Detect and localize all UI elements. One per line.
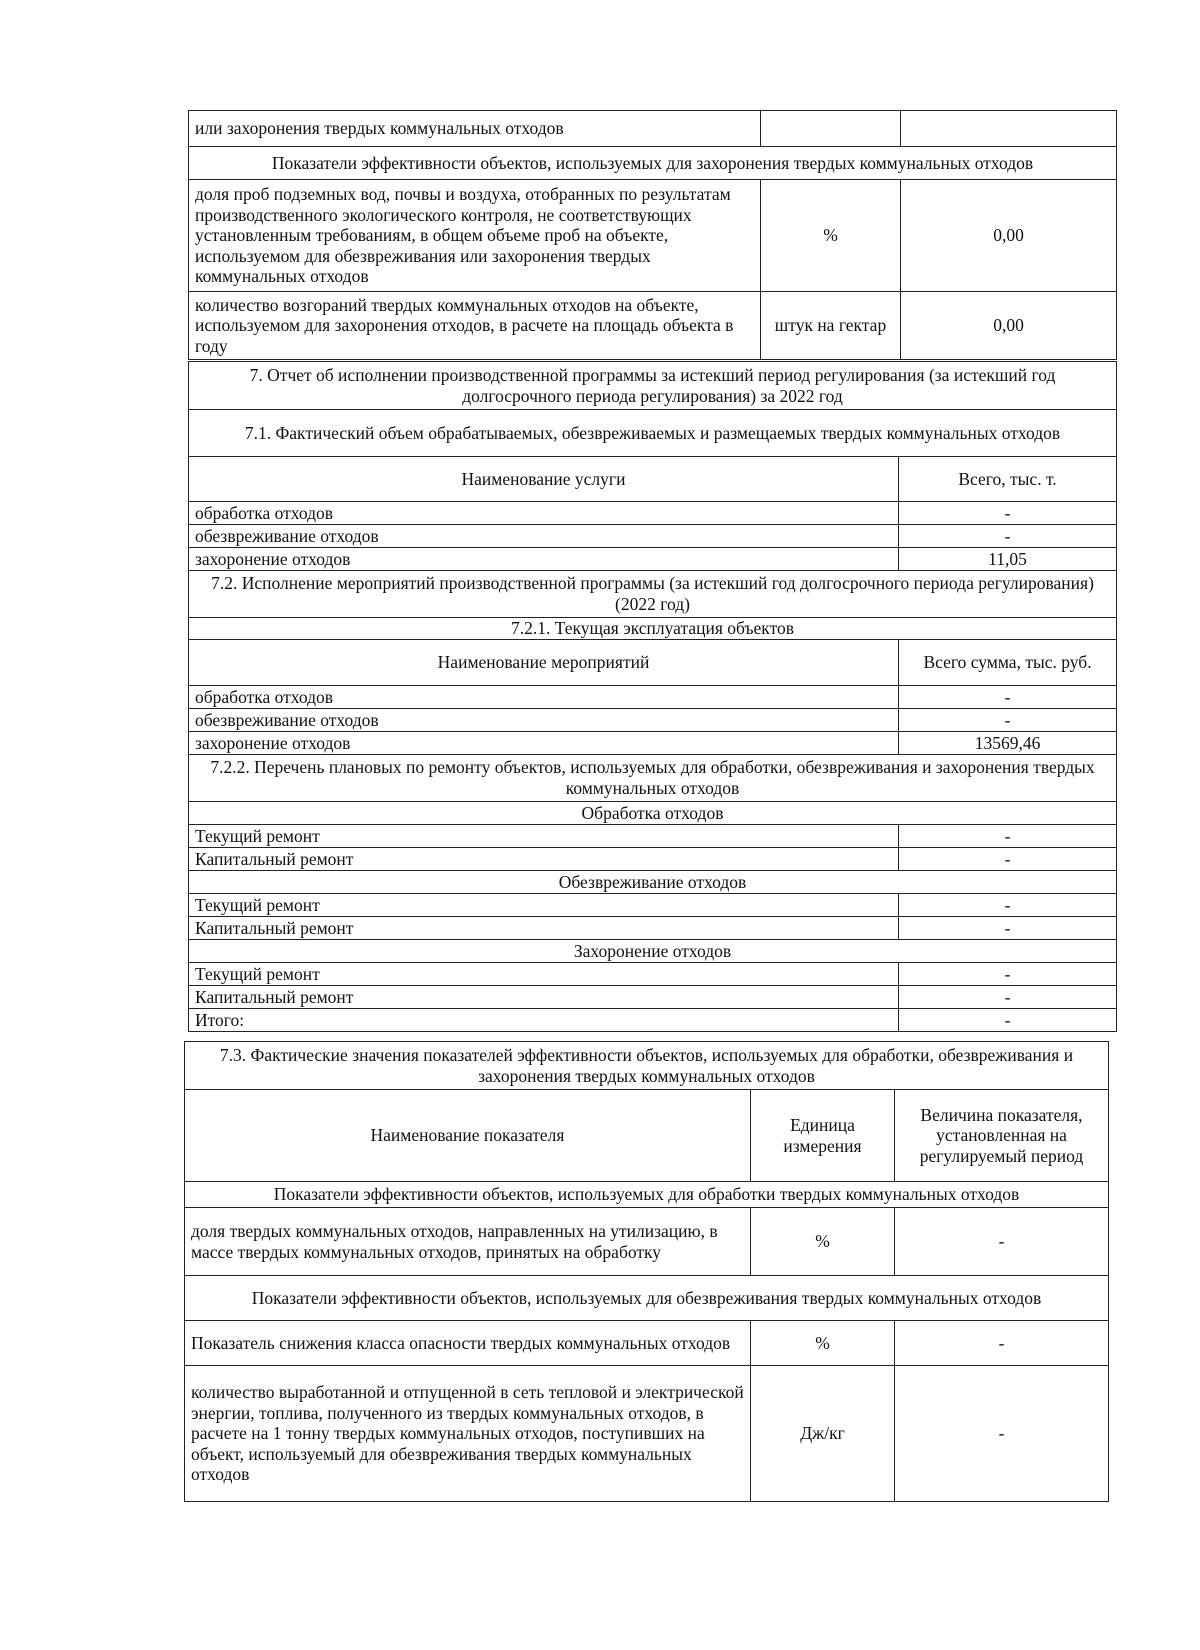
burial-section-header: Показатели эффективности объектов, используемых для захоронения твердых коммунальных отходов bbox=[189, 147, 1117, 180]
section-7-report-table bbox=[188, 361, 1117, 1032]
burial-indicators-table bbox=[188, 110, 1117, 360]
indicator-unit: % bbox=[761, 180, 901, 292]
neutralization-section-header: Показатели эффективности объектов, используемых для обезвреживания твердых коммунальных отходов bbox=[185, 1276, 1109, 1321]
section-7-3-title: 7.3. Фактические значения показателей эффективности объектов, используемых для обработки, обезвреживания и захоронения твердых коммунальных отходов bbox=[185, 1042, 1109, 1090]
repair-type: Текущий ремонт bbox=[189, 894, 899, 917]
indicator-unit: Дж/кг bbox=[751, 1366, 895, 1502]
activity-sum: 13569,46 bbox=[899, 732, 1117, 755]
total-label: Итого: bbox=[189, 1009, 899, 1032]
continued-row-text: или захоронения твердых коммунальных отходов bbox=[189, 111, 761, 147]
indicator-name: количество возгораний твердых коммунальных отходов на объекте, используемом для захоронения отходов, в расчете на площадь объекта в году bbox=[189, 292, 761, 360]
unit-header: Единица измерения bbox=[751, 1090, 895, 1182]
processing-section-header: Показатели эффективности объектов, используемых для обработки твердых коммунальных отходов bbox=[185, 1182, 1109, 1208]
repair-type: Капитальный ремонт bbox=[189, 986, 899, 1009]
indicator-value: - bbox=[895, 1366, 1109, 1502]
service-volume: 11,05 bbox=[899, 548, 1117, 571]
indicator-name-header: Наименование показателя bbox=[185, 1090, 751, 1182]
indicator-unit: штук на гектар bbox=[761, 292, 901, 360]
indicator-value: - bbox=[895, 1321, 1109, 1366]
activity-sum: - bbox=[899, 686, 1117, 709]
repair-value: - bbox=[899, 894, 1117, 917]
indicator-name: доля проб подземных вод, почвы и воздуха, отобранных по результатам производственного экологического контроля, не соответствующих установленным требованиям, в общем объеме проб на объекте, используемом для обезвреживания или захоронения твердых коммунальных отходов bbox=[189, 180, 761, 292]
service-name: захоронение отходов bbox=[189, 548, 899, 571]
group-title: Обезвреживание отходов bbox=[189, 871, 1117, 894]
activity-name: захоронение отходов bbox=[189, 732, 899, 755]
section-7-2-1-title: 7.2.1. Текущая эксплуатация объектов bbox=[189, 618, 1117, 640]
repair-type: Текущий ремонт bbox=[189, 825, 899, 848]
service-volume: - bbox=[899, 502, 1117, 525]
service-name-header: Наименование услуги bbox=[189, 457, 899, 502]
activity-name-header: Наименование мероприятий bbox=[189, 640, 899, 686]
section-7-1-title: 7.1. Фактический объем обрабатываемых, обезвреживаемых и размещаемых твердых коммунальных отходов bbox=[189, 410, 1117, 457]
continued-row-unit-cell bbox=[761, 111, 901, 147]
indicator-value: 0,00 bbox=[901, 292, 1117, 360]
activity-sum: - bbox=[899, 709, 1117, 732]
service-name: обезвреживание отходов bbox=[189, 525, 899, 548]
repair-type: Текущий ремонт bbox=[189, 963, 899, 986]
repair-value: - bbox=[899, 917, 1117, 940]
section-7-2-2-title: 7.2.2. Перечень плановых по ремонту объектов, используемых для обработки, обезвреживания и захоронения твердых коммунальных отходов bbox=[189, 755, 1117, 802]
service-name: обработка отходов bbox=[189, 502, 899, 525]
indicator-unit: % bbox=[751, 1208, 895, 1276]
repair-type: Капитальный ремонт bbox=[189, 848, 899, 871]
indicator-name: доля твердых коммунальных отходов, направленных на утилизацию, в массе твердых коммунальных отходов, принятых на обработку bbox=[185, 1208, 751, 1276]
repair-value: - bbox=[899, 963, 1117, 986]
indicator-name: Показатель снижения класса опасности твердых коммунальных отходов bbox=[185, 1321, 751, 1366]
section-7-title: 7. Отчет об исполнении производственной программы за истекший период регулирования (за истекший год долгосрочного периода регулирования) за 2022 год bbox=[189, 362, 1117, 410]
activity-sum-header: Всего сумма, тыс. руб. bbox=[899, 640, 1117, 686]
repair-value: - bbox=[899, 986, 1117, 1009]
continued-row-value-cell bbox=[901, 111, 1117, 147]
service-volume: - bbox=[899, 525, 1117, 548]
section-7-3-indicators-table bbox=[184, 1041, 1109, 1502]
volume-total-header: Всего, тыс. т. bbox=[899, 457, 1117, 502]
repair-value: - bbox=[899, 848, 1117, 871]
activity-name: обработка отходов bbox=[189, 686, 899, 709]
repair-value: - bbox=[899, 825, 1117, 848]
repair-type: Капитальный ремонт bbox=[189, 917, 899, 940]
indicator-name: количество выработанной и отпущенной в сеть тепловой и электрической энергии, топлива, полученного из твердых коммунальных отходов, в расчете на 1 тонну твердых коммунальных отходов, поступивших на объект, используемый для обезвреживания твердых коммунальных отходов bbox=[185, 1366, 751, 1502]
section-7-2-title: 7.2. Исполнение мероприятий производственной программы (за истекший год долгосрочного периода регулирования) (2022 год) bbox=[189, 571, 1117, 618]
group-title: Обработка отходов bbox=[189, 802, 1117, 825]
group-title: Захоронение отходов bbox=[189, 940, 1117, 963]
activity-name: обезвреживание отходов bbox=[189, 709, 899, 732]
indicator-value: 0,00 bbox=[901, 180, 1117, 292]
total-value: - bbox=[899, 1009, 1117, 1032]
value-header: Величина показателя, установленная на регулируемый период bbox=[895, 1090, 1109, 1182]
indicator-unit: % bbox=[751, 1321, 895, 1366]
indicator-value: - bbox=[895, 1208, 1109, 1276]
